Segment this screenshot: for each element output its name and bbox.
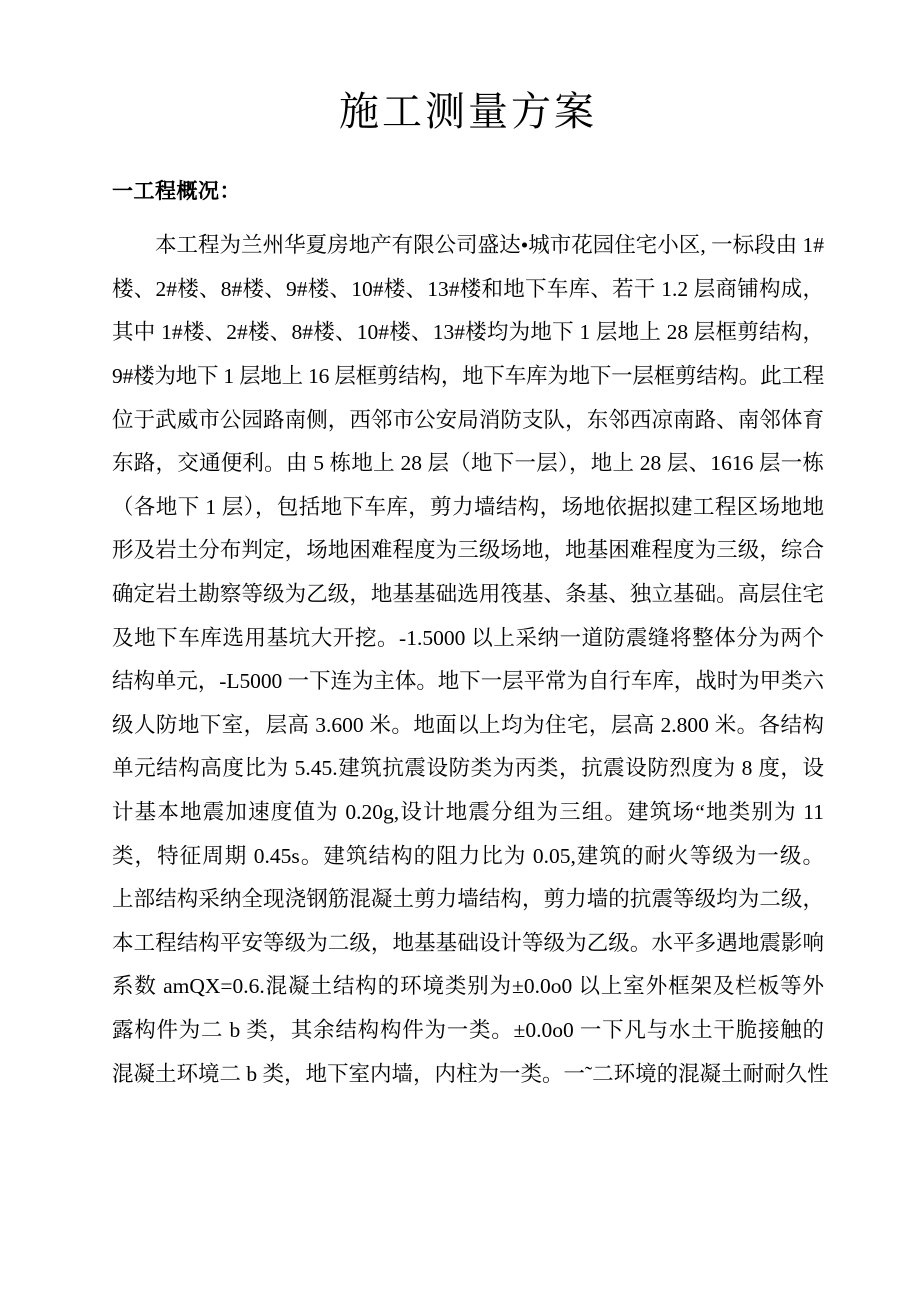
body-line: 本工程为兰州华夏房地产有限公司盛达•城市花园住宅小区, 一标段由 1#: [112, 233, 824, 258]
body-line: 及地下车库选用基坑大开挖。-1.5000 以上采纳一道防震缝将整体分为两个: [112, 625, 824, 650]
body-line: 东路，交通便利。由 5 栋地上 28 层（地下一层），地上 28 层、1616 层一栋: [112, 451, 824, 476]
body-line: 9#楼为地下 1 层地上 16 层框剪结构，地下车库为地下一层框剪结构。此工程: [112, 364, 825, 389]
body-line: 位于武威市公园路南侧，西邻市公安局消防支队，东邻西凉南路、南邻体育: [112, 407, 824, 432]
body-line: 类，特征周期 0.45s。建筑结构的阻力比为 0.05,建筑的耐火等级为一级。: [112, 843, 824, 868]
body-line: 级人防地下室，层高 3.600 米。地面以上均为住宅，层高 2.800 米。各结构: [112, 712, 824, 737]
body-line: 本工程结构平安等级为二级，地基基础设计等级为乙级。水平多遇地震影响: [112, 930, 824, 955]
body-line: （各地下 1 层），包括地下车库，剪力墙结构，场地依据拟建工程区场地地: [112, 494, 824, 519]
page-title: 施工测量方案: [339, 89, 597, 134]
body-line: 结构单元，-L5000 一下连为主体。地下一层平常为自行车库，战时为甲类六: [112, 669, 824, 694]
body-line: 确定岩土勘察等级为乙级，地基基础选用筏基、条基、独立基础。高层住宅: [112, 582, 824, 606]
page-content-area: [112, 0, 829, 1096]
body-line: 上部结构采纳全现浇钢筋混凝土剪力墙结构，剪力墙的抗震等级均为二级，: [112, 887, 824, 912]
body-line: 楼、2#楼、8#楼、9#楼、10#楼、13#楼和地下车库、若干 1.2 层商铺构成，: [112, 276, 824, 301]
body-line: 露构件为二 b 类，其余结构构件为一类。±0.0o0 一下凡与水土干脆接触的: [112, 1017, 824, 1042]
body-line: 系数 amQX=0.6.混凝土结构的环境类别为±0.0o0 以上室外框架及栏板等外: [112, 974, 824, 999]
body-line: 计基本地震加速度值为 0.20g,设计地震分组为三组。建筑场“地类别为 11: [112, 799, 824, 824]
section-heading-project-overview: 一工程概况：: [112, 179, 241, 203]
body-line: 形及岩土分布判定，场地困难程度为三级场地，地基困难程度为三级，综合: [112, 538, 824, 563]
body-line: 单元结构高度比为 5.45.建筑抗震设防类为丙类，抗震设防烈度为 8 度，设: [112, 756, 824, 781]
body-line: 其中 1#楼、2#楼、8#楼、10#楼、13#楼均为地下 1 层地上 28 层框剪结构，: [112, 320, 824, 345]
body-line: 混凝土环境二 b 类，地下室内墙，内柱为一类。一˜二环境的混凝土耐耐久性: [112, 1061, 829, 1086]
body-paragraph: [112, 224, 829, 1096]
